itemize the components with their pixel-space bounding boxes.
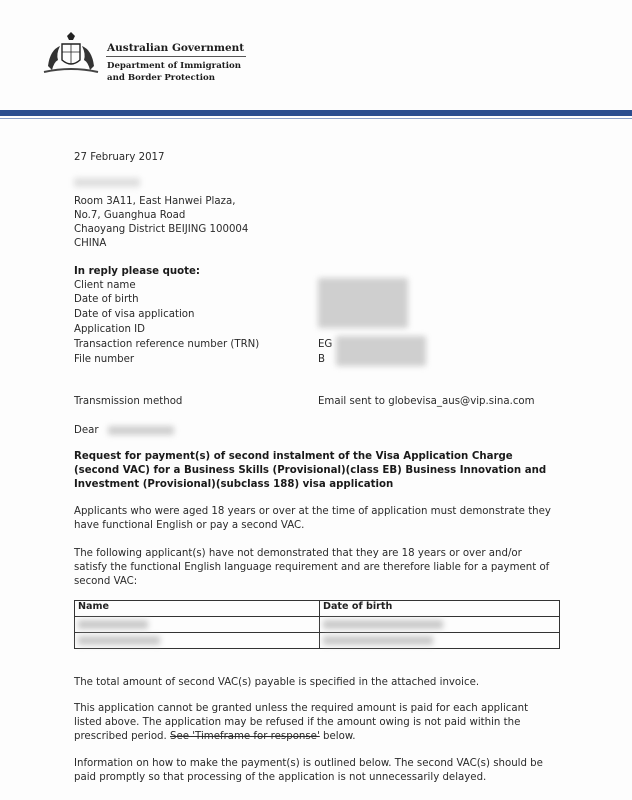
header-blue-line <box>0 118 632 119</box>
para4-line-2: listed above. The application may be refused if the amount owing is not paid within the <box>74 717 521 728</box>
table-header-dob: Date of birth <box>320 601 560 617</box>
table-row <box>75 633 560 649</box>
quote-date-of-application: Date of visa application <box>74 309 195 320</box>
para1-line-1: Applicants who were aged 18 years or over at the time of application must demonstrate they <box>74 506 551 517</box>
para1-line-2: have functional English or pay a second VAC. <box>74 520 305 531</box>
department-line-1: Department of Immigration <box>107 61 241 71</box>
table-row <box>75 617 560 633</box>
table-header-name: Name <box>75 601 320 617</box>
trn-partial-value: EG <box>318 339 333 350</box>
applicant-table <box>74 600 560 649</box>
file-partial-value: B <box>318 354 325 365</box>
table-cell-dob <box>320 617 560 633</box>
para4-line-3 <box>74 730 355 744</box>
quote-date-of-birth: Date of birth <box>74 294 139 305</box>
subject-line-2: (second VAC) for a Business Skills (Provisional)(class EB) Business Innovation and <box>74 465 547 476</box>
para2-line-3: second VAC: <box>74 576 138 587</box>
coat-of-arms-logo <box>40 30 102 78</box>
salutation: Dear <box>74 425 99 436</box>
para3: The total amount of second VAC(s) payable is specified in the attached invoice. <box>74 677 480 688</box>
para4-line-3-start: prescribed period. <box>74 731 167 742</box>
letter-date: 27 February 2017 <box>74 152 165 163</box>
subject-line-3: Investment (Provisional)(subclass 188) visa application <box>74 479 394 490</box>
table-header-row <box>75 601 560 617</box>
address-line-2: No.7, Guanghua Road <box>74 210 186 221</box>
transmission-label: Transmission method <box>74 396 183 407</box>
table-cell-name <box>75 633 320 649</box>
quote-trn: Transaction reference number (TRN) <box>74 339 260 350</box>
transmission-value: Email sent to globevisa_aus@vip.sina.com <box>318 396 535 407</box>
para4-line-3-struck: See 'Timeframe for response' <box>170 731 320 742</box>
para5-line-2: paid promptly so that processing of the application is not unnecessarily delayed. <box>74 772 487 783</box>
subject-line-1: Request for payment(s) of second instalment of the Visa Application Charge <box>74 451 513 462</box>
quote-heading: In reply please quote: <box>74 266 200 277</box>
para2-line-2: satisfy the functional English language requirement and are therefore liable for a payment of <box>74 562 550 573</box>
quote-client-name: Client name <box>74 280 136 291</box>
table-cell-name <box>75 617 320 633</box>
redacted-recipient-name <box>74 178 140 187</box>
department-name <box>107 60 241 84</box>
address-line-1: Room 3A11, East Hanwei Plaza, <box>74 196 236 207</box>
address-line-4: CHINA <box>74 238 107 249</box>
redacted-client-details <box>318 278 408 328</box>
para4-line-1: This application cannot be granted unless the required amount is paid for each applicant <box>74 703 529 714</box>
redacted-salutation-name <box>108 426 174 435</box>
department-line-2: and Border Protection <box>107 73 215 83</box>
para4-line-3-end: below. <box>323 731 356 742</box>
quote-application-id: Application ID <box>74 324 146 335</box>
header-divider <box>106 56 246 57</box>
address-line-3: Chaoyang District BEIJING 100004 <box>74 224 249 235</box>
header-blue-band <box>0 110 632 116</box>
para2-line-1: The following applicant(s) have not demonstrated that they are 18 years or over and/or <box>74 548 522 559</box>
table-cell-dob <box>320 633 560 649</box>
para5-line-1: Information on how to make the payment(s) is outlined below. The second VAC(s) should be <box>74 758 543 769</box>
redacted-reference-numbers <box>336 336 426 366</box>
quote-file-number: File number <box>74 354 135 365</box>
government-title: Australian Government <box>107 42 245 54</box>
